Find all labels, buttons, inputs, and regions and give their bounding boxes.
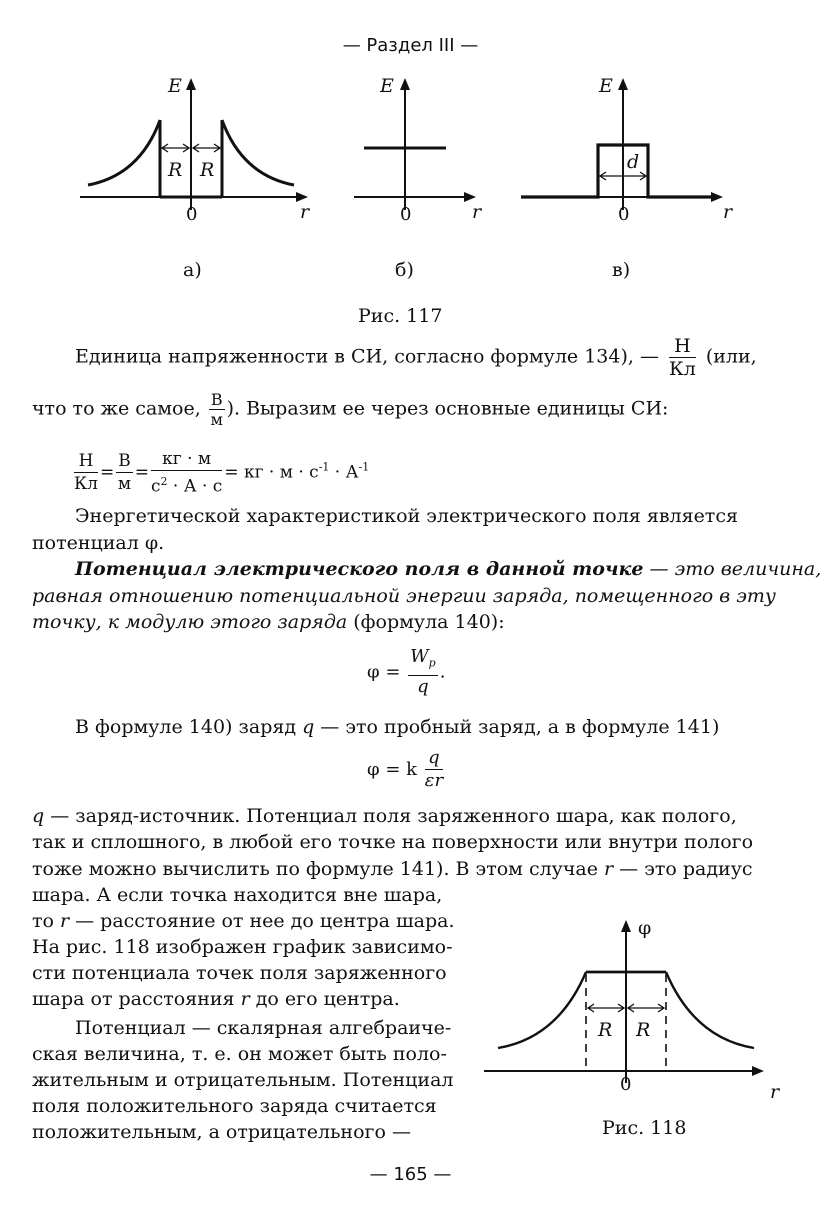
potential-curve-left [498, 972, 586, 1048]
formula-141 [367, 747, 445, 792]
f140-num-w: W [410, 646, 429, 667]
para1-line2 [32, 390, 668, 429]
axis-label-e: E [168, 75, 182, 97]
f1-num: Н [74, 450, 98, 473]
para4-line6: На рис. 118 изображен график зависимо- [32, 936, 453, 958]
f3-num: кг · м [151, 448, 222, 471]
para4-l3-a: тоже можно вычислить по формуле 141). В этом случае [32, 858, 605, 880]
f-result-b: · А [329, 462, 359, 483]
para4-line8 [32, 987, 400, 1011]
definition-line1 [75, 557, 821, 581]
running-header: — Раздел III — [342, 35, 479, 56]
para4-line2: так и сплошного, в любой его точке на поверхности или внутри полого [32, 831, 754, 853]
fig117-panel-a-label: а) [183, 259, 202, 281]
origin-label: 0 [186, 204, 198, 225]
f3-den-b: · А · с [167, 476, 223, 497]
fig117-panel-b [350, 70, 500, 230]
dim-label-d: d [627, 151, 640, 173]
para3 [75, 715, 719, 739]
f140-num-sub: p [428, 656, 436, 670]
f1 [74, 450, 98, 495]
para5-line1: Потенциал — скалярная алгебраиче- [75, 1017, 452, 1039]
definition-term: Потенциал электрического поля в данной точке [75, 558, 644, 580]
origin-label: 0 [620, 1074, 632, 1095]
f141-den: εr [424, 770, 444, 791]
para5-line2: ская величина, т. е. он может быть поло- [32, 1043, 447, 1065]
page-number: — 165 — [369, 1164, 452, 1185]
para4-line1 [32, 804, 737, 828]
fig117-caption: Рис. 117 [358, 305, 443, 327]
axis-label-r: r [770, 1081, 780, 1103]
para4-l5-a: то [32, 910, 60, 932]
f3 [151, 448, 222, 498]
definition-l1-rest: — это величина, [643, 558, 821, 580]
para4-l3-r: r [604, 858, 614, 880]
para2-line1: Энергетической характеристикой электрического поля является [75, 505, 738, 527]
dim-label-r-right: R [636, 1019, 651, 1041]
f141-fraction [425, 747, 443, 792]
dim-label-r-left: R [598, 1019, 613, 1041]
definition-line2: равная отношению потенциальной энергии заряда, помещенного в эту [32, 585, 776, 607]
para4-line7: сти потенциала точек поля заряженного [32, 962, 447, 984]
y-arrow [400, 78, 410, 90]
f3-den-a: с [150, 476, 161, 497]
f-result-a: = кг · м · с [224, 462, 319, 483]
para4-l8-a: шара от расстояния [32, 988, 241, 1010]
f140-fraction [408, 646, 438, 698]
axis-label-r: r [723, 201, 733, 223]
para5-line4: поля положительного заряда считается [32, 1095, 437, 1117]
axis-label-r: r [300, 201, 310, 223]
axis-label-phi: φ [638, 917, 652, 939]
para5-line3: жительным и отрицательным. Потенциал [32, 1069, 454, 1091]
y-arrow [186, 78, 196, 90]
unit-fraction [669, 335, 696, 380]
para4-q: q [32, 805, 45, 827]
fig117-panel-c [515, 70, 745, 230]
formula-140 [367, 646, 445, 698]
para1-tail: (или, [705, 345, 757, 368]
f-result-exp1: -1 [318, 460, 330, 474]
x-arrow [752, 1066, 764, 1076]
para4-l1: — заряд-источник. Потенциал поля заряженного шара, как полого, [44, 805, 737, 827]
f2 [116, 450, 133, 495]
f3-den [151, 471, 222, 498]
dim-label-r-left: R [168, 159, 183, 181]
para3-lead: В формуле 140) заряд [75, 716, 303, 738]
f141-num: q [425, 747, 443, 770]
para3-q: q [302, 716, 315, 738]
fig117-panel-c-label: в) [612, 259, 631, 281]
unit-num: Н [669, 335, 696, 358]
para4-line3 [32, 857, 753, 881]
f2-den: м [117, 474, 132, 495]
definition-l3-tail: (формула 140): [347, 611, 505, 633]
fig117-panel-b-label: б) [395, 259, 414, 281]
f140-end: . [439, 661, 446, 683]
field-step [521, 145, 715, 197]
fig118 [478, 908, 798, 1108]
para3-tail: — это пробный заряд, а в формуле 141) [314, 716, 720, 738]
alt-unit-den: м [210, 410, 223, 429]
para4-l5-r: r [60, 910, 70, 932]
definition-line3 [32, 610, 505, 634]
axis-label-e: E [599, 75, 613, 97]
f1-den: Кл [74, 474, 98, 495]
definition-l3-italic: точку, к модулю этого заряда [32, 611, 348, 633]
f140-num [408, 646, 438, 676]
para1-line2-tail: ). Выразим ее через основные единицы СИ: [226, 397, 669, 420]
f140-den: q [417, 675, 429, 697]
para5-line5: положительным, а отрицательного — [32, 1121, 411, 1143]
para2-line2: потенциал φ. [32, 532, 165, 554]
alt-unit-fraction [209, 390, 225, 429]
para1-line2-lead: что то же самое, [32, 397, 201, 420]
para4-line5 [32, 909, 455, 933]
f2-num: В [118, 451, 131, 472]
f140-lhs: φ = [367, 661, 401, 683]
f-result-exp2: -1 [358, 460, 370, 474]
field-curve-right [222, 120, 294, 185]
dim-label-r-right: R [200, 159, 215, 181]
f3-den-exp: 2 [160, 475, 168, 488]
y-arrow [621, 920, 631, 932]
para4-l8-r: r [240, 988, 250, 1010]
field-curve-left [88, 120, 160, 185]
para4-l8-b: до его центра. [249, 988, 400, 1010]
origin-label: 0 [400, 204, 412, 225]
axis-label-e: E [380, 75, 394, 97]
para1-line1 [75, 335, 757, 380]
para1-lead: Единица напряженности в СИ, согласно формуле 134), — [75, 345, 659, 368]
para4-line4: шара. А если точка находится вне шара, [32, 884, 443, 906]
potential-curve-right [666, 972, 754, 1048]
f141-lhs: φ = k [367, 759, 418, 780]
y-arrow [618, 78, 628, 90]
alt-unit-num: В [210, 390, 223, 409]
fig117-panel-a [70, 70, 320, 230]
fig118-caption: Рис. 118 [602, 1117, 687, 1139]
para4-l5-b: — расстояние от нее до центра шара. [69, 910, 455, 932]
origin-label: 0 [618, 204, 630, 225]
formula-units: $\frac{Н}{Кл}$ = $\frac{В}{м}$ = $\frac{кг \cdot м}{с^2 \cdot А \cdot с}$ = кг · $м \cdot с^{-1} \cdot А^{-1}$ [74, 449, 370, 497]
axis-label-r: r [472, 201, 482, 223]
unit-den: Кл [669, 358, 696, 380]
para4-l3-b: — это радиус [613, 858, 753, 880]
